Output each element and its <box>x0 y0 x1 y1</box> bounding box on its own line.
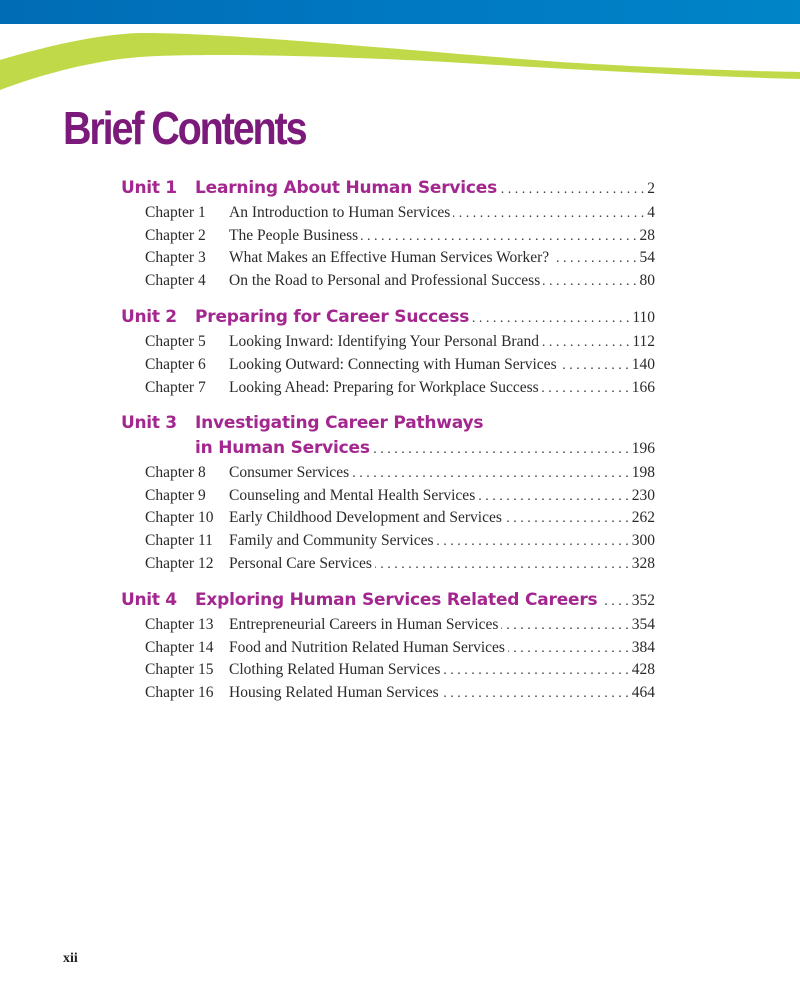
chapter-row[interactable] <box>121 225 655 248</box>
dot-leader <box>552 248 636 270</box>
page-number: 464 <box>631 683 655 701</box>
decorative-swoosh <box>0 0 800 100</box>
chapter-label: Chapter 15 <box>145 661 214 679</box>
unit-4 <box>121 587 655 704</box>
unit-title-line2: in Human Services <box>195 438 370 459</box>
dot-leader <box>542 332 629 354</box>
chapter-label: Chapter 11 <box>145 531 213 549</box>
chapter-row[interactable] <box>121 614 655 637</box>
page-folio: xii <box>63 951 78 966</box>
dot-leader <box>543 271 636 293</box>
chapter-title: Early Childhood Development and Services <box>229 509 502 527</box>
unit-2 <box>121 304 655 399</box>
chapter-label: Chapter 13 <box>145 616 214 634</box>
page-title: Brief Contents <box>63 102 306 154</box>
page-number: 352 <box>631 592 655 610</box>
page-number: 54 <box>639 249 655 267</box>
chapter-row[interactable] <box>121 462 655 485</box>
chapter-row[interactable] <box>121 637 655 660</box>
chapter-title: Consumer Services <box>229 464 350 482</box>
chapter-row[interactable] <box>121 202 655 225</box>
dot-leader <box>542 378 629 400</box>
unit-title: Investigating Career Pathways <box>195 413 484 434</box>
chapter-title: Entrepreneurial Careers in Human Services <box>229 616 499 634</box>
dot-leader <box>505 508 629 530</box>
chapter-row[interactable] <box>121 682 655 705</box>
unit-3 <box>121 411 655 575</box>
page-number: 112 <box>632 333 655 351</box>
chapter-row[interactable] <box>121 377 655 400</box>
chapter-title: Looking Outward: Connecting with Human Services <box>229 355 557 373</box>
chapter-label: Chapter 7 <box>145 378 206 396</box>
table-of-contents <box>121 175 655 717</box>
chapter-title: An Introduction to Human Services <box>229 204 451 221</box>
chapter-label: Chapter 2 <box>145 226 206 244</box>
chapter-title: Personal Care Services <box>229 554 372 572</box>
dot-leader <box>500 176 644 202</box>
chapter-label: Chapter 9 <box>145 486 206 504</box>
page-number: 262 <box>631 509 655 527</box>
chapter-label: Chapter 1 <box>145 204 206 221</box>
chapter-title: Looking Inward: Identifying Your Personal Brand <box>229 333 539 351</box>
unit-1 <box>121 175 655 292</box>
page-number: 4 <box>647 204 655 221</box>
page-number: 354 <box>631 616 655 634</box>
page-number: 384 <box>631 638 655 656</box>
chapter-title: Family and Community Services <box>229 531 434 549</box>
page-number: 166 <box>631 378 655 396</box>
unit-label: Unit 3 <box>121 413 177 434</box>
page-number: 110 <box>632 309 655 327</box>
chapter-label: Chapter 8 <box>145 464 206 482</box>
unit-title: Preparing for Career Success <box>195 307 470 328</box>
chapter-label: Chapter 10 <box>145 509 214 527</box>
unit-heading[interactable] <box>121 587 655 614</box>
page-number: 80 <box>639 271 655 289</box>
chapter-label: Chapter 3 <box>145 249 206 267</box>
unit-heading[interactable] <box>121 175 655 202</box>
unit-title: Learning About Human Services <box>195 178 498 198</box>
unit-heading[interactable] <box>121 304 655 331</box>
chapter-title: The People Business <box>229 226 359 244</box>
chapter-row[interactable] <box>121 331 655 354</box>
page-number: 196 <box>631 440 655 458</box>
chapter-row[interactable] <box>121 553 655 576</box>
dot-leader <box>508 638 629 660</box>
dot-leader <box>443 660 628 682</box>
dot-leader <box>352 463 629 485</box>
chapter-title: On the Road to Personal and Professional Success <box>229 271 541 289</box>
dot-leader <box>373 436 629 462</box>
chapter-title: Counseling and Mental Health Services <box>229 486 476 504</box>
chapter-label: Chapter 12 <box>145 554 214 572</box>
chapter-label: Chapter 5 <box>145 333 206 351</box>
chapter-row[interactable] <box>121 247 655 270</box>
page-number: 300 <box>631 531 655 549</box>
chapter-title: Looking Ahead: Preparing for Workplace Success <box>229 378 539 396</box>
page-number: 140 <box>631 355 655 373</box>
chapter-title: Clothing Related Human Services <box>229 661 441 679</box>
unit-label: Unit 1 <box>121 178 177 198</box>
unit-heading[interactable] <box>121 411 655 435</box>
chapter-title: Housing Related Human Services <box>229 683 439 701</box>
chapter-row[interactable] <box>121 659 655 682</box>
dot-leader <box>453 203 644 225</box>
page-number: 198 <box>631 464 655 482</box>
dot-leader <box>361 226 636 248</box>
page-number: 428 <box>631 661 655 679</box>
dot-leader <box>375 554 629 576</box>
chapter-row[interactable] <box>121 270 655 293</box>
dot-leader <box>560 355 629 377</box>
unit-heading-continued[interactable] <box>121 435 655 462</box>
page-number: 2 <box>647 180 655 197</box>
chapter-label: Chapter 6 <box>145 355 206 373</box>
unit-label: Unit 4 <box>121 590 177 611</box>
dot-leader <box>472 305 629 331</box>
chapter-label: Chapter 14 <box>145 638 214 656</box>
chapter-row[interactable] <box>121 354 655 377</box>
dot-leader <box>600 588 628 614</box>
page-number: 230 <box>631 486 655 504</box>
chapter-row[interactable] <box>121 530 655 553</box>
page-number: 328 <box>631 554 655 572</box>
chapter-label: Chapter 16 <box>145 683 214 701</box>
chapter-title: Food and Nutrition Related Human Services <box>229 638 505 656</box>
unit-label: Unit 2 <box>121 307 177 328</box>
dot-leader <box>437 531 629 553</box>
dot-leader <box>442 683 629 705</box>
chapter-row[interactable] <box>121 485 655 508</box>
dot-leader <box>501 615 628 637</box>
chapter-label: Chapter 4 <box>145 271 206 289</box>
page-number: 28 <box>639 226 655 244</box>
chapter-row[interactable] <box>121 507 655 530</box>
unit-title: Exploring Human Services Related Careers <box>195 590 598 611</box>
dot-leader <box>478 486 629 508</box>
chapter-title: What Makes an Effective Human Services Worker? <box>229 249 550 267</box>
